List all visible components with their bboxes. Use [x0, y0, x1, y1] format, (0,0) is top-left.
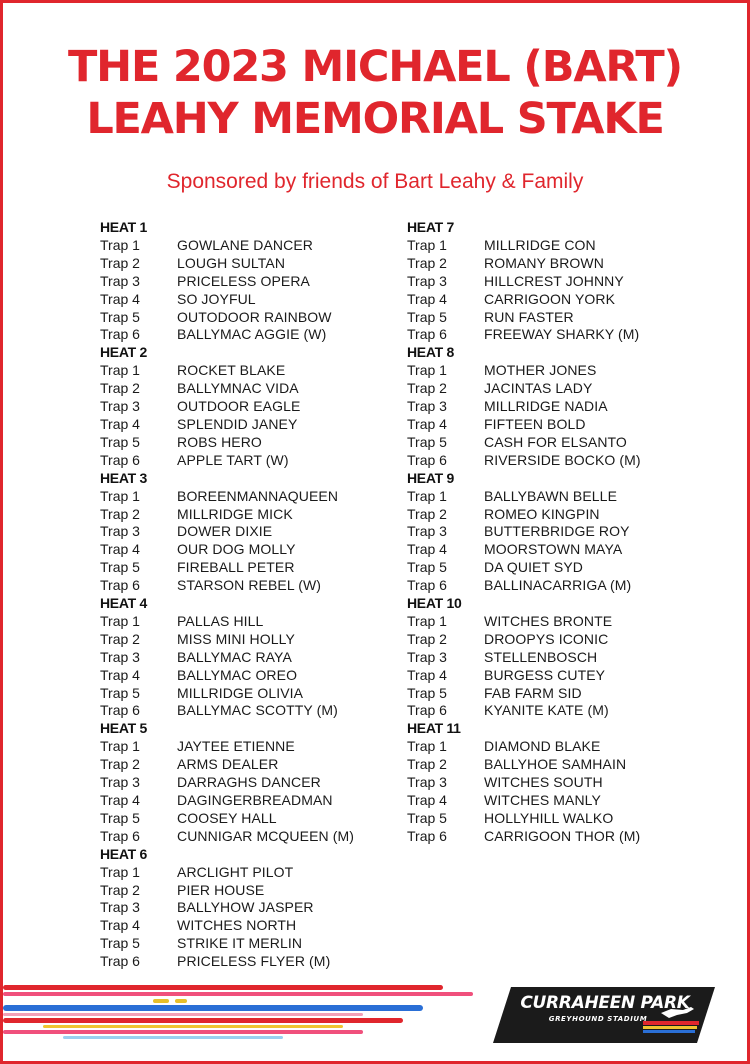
- runner-row: [100, 506, 400, 524]
- trap-label: Trap 6: [100, 827, 140, 844]
- trap-label: Trap 1: [100, 738, 140, 755]
- heat-title: HEAT 9: [407, 469, 454, 486]
- dog-name: ARCLIGHT PILOT: [177, 863, 294, 880]
- dog-name: BUTTERBRIDGE ROY: [484, 523, 630, 540]
- trap-label: Trap 2: [100, 881, 140, 898]
- trap-label: Trap 5: [100, 559, 140, 576]
- trap-label: Trap 4: [407, 541, 447, 558]
- dog-name: OUR DOG MOLLY: [177, 541, 296, 558]
- runner-row: [407, 523, 707, 541]
- trap-label: Trap 6: [407, 827, 447, 844]
- runner-row: [407, 810, 707, 828]
- trap-label: Trap 4: [100, 792, 140, 808]
- dog-name: OUTDOOR EAGLE: [177, 398, 301, 415]
- heats-column-left: [100, 219, 400, 971]
- dog-name: BALLYMNAC VIDA: [177, 380, 299, 397]
- dog-name: BALLYHOW JASPER: [177, 899, 314, 916]
- runner-row: [100, 774, 400, 792]
- dog-name: MOORSTOWN MAYA: [484, 541, 623, 558]
- dog-name: BALLYMAC OREO: [177, 666, 298, 683]
- runner-row: [100, 917, 400, 935]
- runner-row: [100, 649, 400, 667]
- runner-row: [100, 309, 400, 327]
- runner-row: [407, 667, 707, 685]
- runner-row: [407, 506, 707, 524]
- trap-label: Trap 2: [407, 756, 447, 773]
- runner-row: [100, 756, 400, 774]
- dog-name: HOLLYHILL WALKO: [484, 809, 614, 826]
- dog-name: WITCHES NORTH: [177, 917, 297, 934]
- dog-name: BALLYMAC SCOTTY (M): [177, 702, 338, 719]
- dog-name: LOUGH SULTAN: [177, 254, 286, 271]
- trap-label: Trap 4: [100, 541, 140, 558]
- dog-name: MILLRIDGE CON: [484, 236, 596, 253]
- runner-row: [100, 523, 400, 541]
- trap-label: Trap 1: [100, 863, 140, 880]
- runner-row: [100, 488, 400, 506]
- runner-row: [407, 774, 707, 792]
- trap-label: Trap 6: [407, 702, 447, 719]
- runner-row: [100, 291, 400, 309]
- dog-name: ROMEO KINGPIN: [484, 505, 600, 522]
- runner-row: [407, 685, 707, 703]
- runner-row: [100, 255, 400, 273]
- runner-row: [100, 326, 400, 344]
- sponsor-subtitle: Sponsored by friends of Bart Leahy & Family: [166, 170, 584, 193]
- runner-row: [100, 810, 400, 828]
- dog-name: RUN FASTER: [484, 308, 574, 325]
- dog-name: PALLAS HILL: [177, 612, 264, 629]
- trap-label: Trap 3: [407, 398, 447, 415]
- runner-row: [100, 702, 400, 720]
- dog-name: PRICELESS FLYER (M): [177, 953, 331, 970]
- runner-row: [100, 631, 400, 649]
- dog-name: ROCKET BLAKE: [177, 362, 286, 379]
- runner-row: [407, 416, 707, 434]
- dog-name: BOREENMANNAQUEEN: [177, 487, 339, 504]
- dog-name: BALLYMAC AGGIE (W): [177, 326, 327, 343]
- dog-name: CUNNIGAR MCQUEEN (M): [177, 827, 354, 844]
- runner-row: [100, 541, 400, 559]
- trap-label: Trap 3: [407, 272, 447, 289]
- dog-name: JAYTEE ETIENNE: [177, 738, 295, 755]
- heat-title: HEAT 11: [407, 720, 461, 737]
- dog-name: CASH FOR ELSANTO: [484, 433, 627, 450]
- heats-column-right: [407, 219, 707, 846]
- runner-row: [407, 273, 707, 291]
- dog-name: SPLENDID JANEY: [177, 415, 298, 432]
- runner-row: [100, 398, 400, 416]
- heat-block: [100, 470, 400, 595]
- decorative-track-stripes: [3, 981, 483, 1041]
- runner-row: [407, 398, 707, 416]
- trap-label: Trap 2: [100, 756, 140, 773]
- trap-label: Trap 5: [100, 935, 140, 952]
- trap-label: Trap 2: [100, 254, 140, 271]
- runner-row: [100, 899, 400, 917]
- page-title-line-1: THE 2023 MICHAEL (BART): [68, 42, 682, 92]
- dog-name: MILLRIDGE MICK: [177, 505, 293, 522]
- trap-label: Trap 3: [100, 272, 140, 289]
- heat-block: [100, 720, 400, 845]
- runner-row: [100, 577, 400, 595]
- trap-label: Trap 2: [407, 630, 447, 647]
- trap-label: Trap 3: [407, 774, 447, 791]
- trap-label: Trap 6: [100, 577, 140, 594]
- trap-label: Trap 6: [100, 451, 140, 468]
- trap-label: Trap 2: [407, 254, 447, 271]
- dog-name: BALLINACARRIGA (M): [484, 577, 632, 594]
- heat-title: HEAT 8: [407, 344, 454, 361]
- heat-block: [407, 344, 707, 469]
- trap-label: Trap 2: [100, 380, 140, 397]
- runner-row: [407, 237, 707, 255]
- dog-name: DROOPYS ICONIC: [484, 630, 609, 647]
- runner-row: [407, 756, 707, 774]
- logo-subtitle: GREYHOUND STADIUM: [548, 1015, 648, 1023]
- trap-label: Trap 5: [407, 433, 447, 450]
- dog-name: STELLENBOSCH: [484, 648, 598, 665]
- dog-name: FIFTEEN BOLD: [484, 415, 586, 432]
- dog-name: DARRAGHS DANCER: [177, 774, 321, 791]
- runner-row: [407, 255, 707, 273]
- heat-block: [100, 595, 400, 720]
- runner-row: [100, 792, 400, 810]
- runner-row: [407, 326, 707, 344]
- trap-label: Trap 5: [100, 809, 140, 826]
- trap-label: Trap 2: [407, 380, 447, 397]
- trap-label: Trap 6: [100, 326, 140, 343]
- runner-row: [407, 309, 707, 327]
- trap-label: Trap 4: [407, 666, 447, 683]
- trap-label: Trap 1: [407, 612, 447, 629]
- trap-label: Trap 4: [100, 290, 140, 307]
- runner-row: [100, 273, 400, 291]
- dog-name: MILLRIDGE NADIA: [484, 398, 608, 415]
- runner-row: [407, 631, 707, 649]
- dog-name: DIAMOND BLAKE: [484, 738, 601, 755]
- trap-label: Trap 5: [100, 684, 140, 701]
- trap-label: Trap 3: [100, 648, 140, 665]
- dog-name: OUTODOOR RAINBOW: [177, 308, 332, 325]
- runner-row: [100, 667, 400, 685]
- dog-name: CARRIGOON YORK: [484, 290, 616, 307]
- heat-title: HEAT 6: [100, 845, 147, 862]
- heat-block: [100, 219, 400, 344]
- dog-name: BALLYBAWN BELLE: [484, 487, 618, 504]
- heat-block: [407, 219, 707, 344]
- trap-label: Trap 1: [100, 236, 140, 253]
- runner-row: [407, 702, 707, 720]
- runner-row: [407, 649, 707, 667]
- dog-name: PIER HOUSE: [177, 881, 265, 898]
- dog-name: PRICELESS OPERA: [177, 272, 310, 289]
- logo-name: CURRAHEEN PARK: [520, 993, 690, 1013]
- trap-label: Trap 5: [407, 559, 447, 576]
- trap-label: Trap 3: [407, 523, 447, 540]
- dog-name: KYANITE KATE (M): [484, 702, 609, 719]
- dog-name: BURGESS CUTEY: [484, 666, 606, 683]
- trap-label: Trap 3: [100, 523, 140, 540]
- heat-title: HEAT 10: [407, 595, 462, 612]
- trap-label: Trap 6: [407, 451, 447, 468]
- runner-row: [100, 613, 400, 631]
- heat-block: [407, 595, 707, 720]
- trap-label: Trap 1: [100, 612, 140, 629]
- runner-row: [100, 362, 400, 380]
- heat-title: HEAT 7: [407, 219, 454, 235]
- trap-label: Trap 5: [100, 308, 140, 325]
- runner-row: [407, 738, 707, 756]
- runner-row: [407, 613, 707, 631]
- dog-name: DA QUIET SYD: [484, 559, 583, 576]
- trap-label: Trap 1: [100, 487, 140, 504]
- dog-name: MOTHER JONES: [484, 362, 597, 379]
- dog-name: BALLYMAC RAYA: [177, 648, 292, 665]
- trap-label: Trap 4: [407, 415, 447, 432]
- runner-row: [100, 953, 400, 971]
- runner-row: [407, 362, 707, 380]
- dog-name: HILLCREST JOHNNY: [484, 272, 624, 289]
- dog-name: WITCHES BRONTE: [484, 612, 613, 629]
- runner-row: [100, 935, 400, 953]
- dog-name: ROBS HERO: [177, 433, 262, 450]
- dog-name: ARMS DEALER: [177, 756, 279, 773]
- trap-label: Trap 4: [100, 917, 140, 934]
- dog-name: DOWER DIXIE: [177, 523, 273, 540]
- dog-name: FIREBALL PETER: [177, 559, 295, 576]
- heat-block: [100, 846, 400, 971]
- trap-label: Trap 5: [407, 684, 447, 701]
- trap-label: Trap 6: [407, 326, 447, 343]
- dog-name: DAGINGERBREADMAN: [177, 792, 333, 808]
- runner-row: [100, 559, 400, 577]
- trap-label: Trap 3: [100, 899, 140, 916]
- heat-title: HEAT 5: [100, 720, 147, 737]
- runner-row: [100, 864, 400, 882]
- trap-label: Trap 1: [407, 236, 447, 253]
- dog-name: JACINTAS LADY: [484, 380, 593, 397]
- trap-label: Trap 4: [407, 290, 447, 307]
- dog-name: ROMANY BROWN: [484, 254, 604, 271]
- dog-name: APPLE TART (W): [177, 451, 289, 468]
- trap-label: Trap 3: [100, 398, 140, 415]
- trap-label: Trap 2: [407, 505, 447, 522]
- runner-row: [100, 416, 400, 434]
- trap-label: Trap 2: [100, 630, 140, 647]
- runner-row: [100, 237, 400, 255]
- runner-row: [100, 452, 400, 470]
- heat-title: HEAT 4: [100, 595, 147, 612]
- trap-label: Trap 1: [407, 487, 447, 504]
- trap-label: Trap 4: [407, 792, 447, 808]
- runner-row: [100, 685, 400, 703]
- trap-label: Trap 1: [407, 362, 447, 379]
- runner-row: [100, 434, 400, 452]
- trap-label: Trap 6: [407, 577, 447, 594]
- trap-label: Trap 1: [407, 738, 447, 755]
- dog-name: WITCHES SOUTH: [484, 774, 603, 791]
- dog-name: SO JOYFUL: [177, 290, 256, 307]
- trap-label: Trap 2: [100, 505, 140, 522]
- runner-row: [100, 882, 400, 900]
- runner-row: [100, 738, 400, 756]
- runner-row: [407, 541, 707, 559]
- runner-row: [407, 559, 707, 577]
- trap-label: Trap 6: [100, 702, 140, 719]
- dog-name: RIVERSIDE BOCKO (M): [484, 451, 641, 468]
- runner-row: [100, 828, 400, 846]
- trap-label: Trap 5: [407, 809, 447, 826]
- heat-block: [407, 470, 707, 595]
- trap-label: Trap 1: [100, 362, 140, 379]
- runner-row: [100, 380, 400, 398]
- runner-row: [407, 434, 707, 452]
- trap-label: Trap 3: [407, 648, 447, 665]
- trap-label: Trap 6: [100, 953, 140, 970]
- dog-name: FAB FARM SID: [484, 684, 582, 701]
- trap-label: Trap 5: [100, 433, 140, 450]
- dog-name: BALLYHOE SAMHAIN: [484, 756, 627, 773]
- runner-row: [407, 828, 707, 846]
- page-title-line-2: LEAHY MEMORIAL STAKE: [86, 94, 664, 144]
- page-title: [3, 41, 747, 145]
- dog-name: COOSEY HALL: [177, 809, 277, 826]
- dog-name: STRIKE IT MERLIN: [177, 935, 303, 952]
- dog-name: MISS MINI HOLLY: [177, 630, 295, 647]
- trap-label: Trap 4: [100, 666, 140, 683]
- dog-name: MILLRIDGE OLIVIA: [177, 684, 304, 701]
- trap-label: Trap 3: [100, 774, 140, 791]
- dog-name: CARRIGOON THOR (M): [484, 827, 641, 844]
- heat-block: [407, 720, 707, 845]
- heat-title: HEAT 2: [100, 344, 147, 361]
- runner-row: [407, 380, 707, 398]
- runner-row: [407, 792, 707, 810]
- runner-row: [407, 577, 707, 595]
- runner-row: [407, 291, 707, 309]
- heat-title: HEAT 3: [100, 469, 147, 486]
- runner-row: [407, 452, 707, 470]
- heat-title: HEAT 1: [100, 219, 147, 235]
- runner-row: [407, 488, 707, 506]
- trap-label: Trap 4: [100, 415, 140, 432]
- heat-block: [100, 344, 400, 469]
- trap-label: Trap 5: [407, 308, 447, 325]
- dog-name: FREEWAY SHARKY (M): [484, 326, 640, 343]
- curraheen-park-logo: [493, 987, 715, 1043]
- dog-name: STARSON REBEL (W): [177, 577, 322, 594]
- dog-name: WITCHES MANLY: [484, 792, 601, 808]
- dog-name: GOWLANE DANCER: [177, 236, 313, 253]
